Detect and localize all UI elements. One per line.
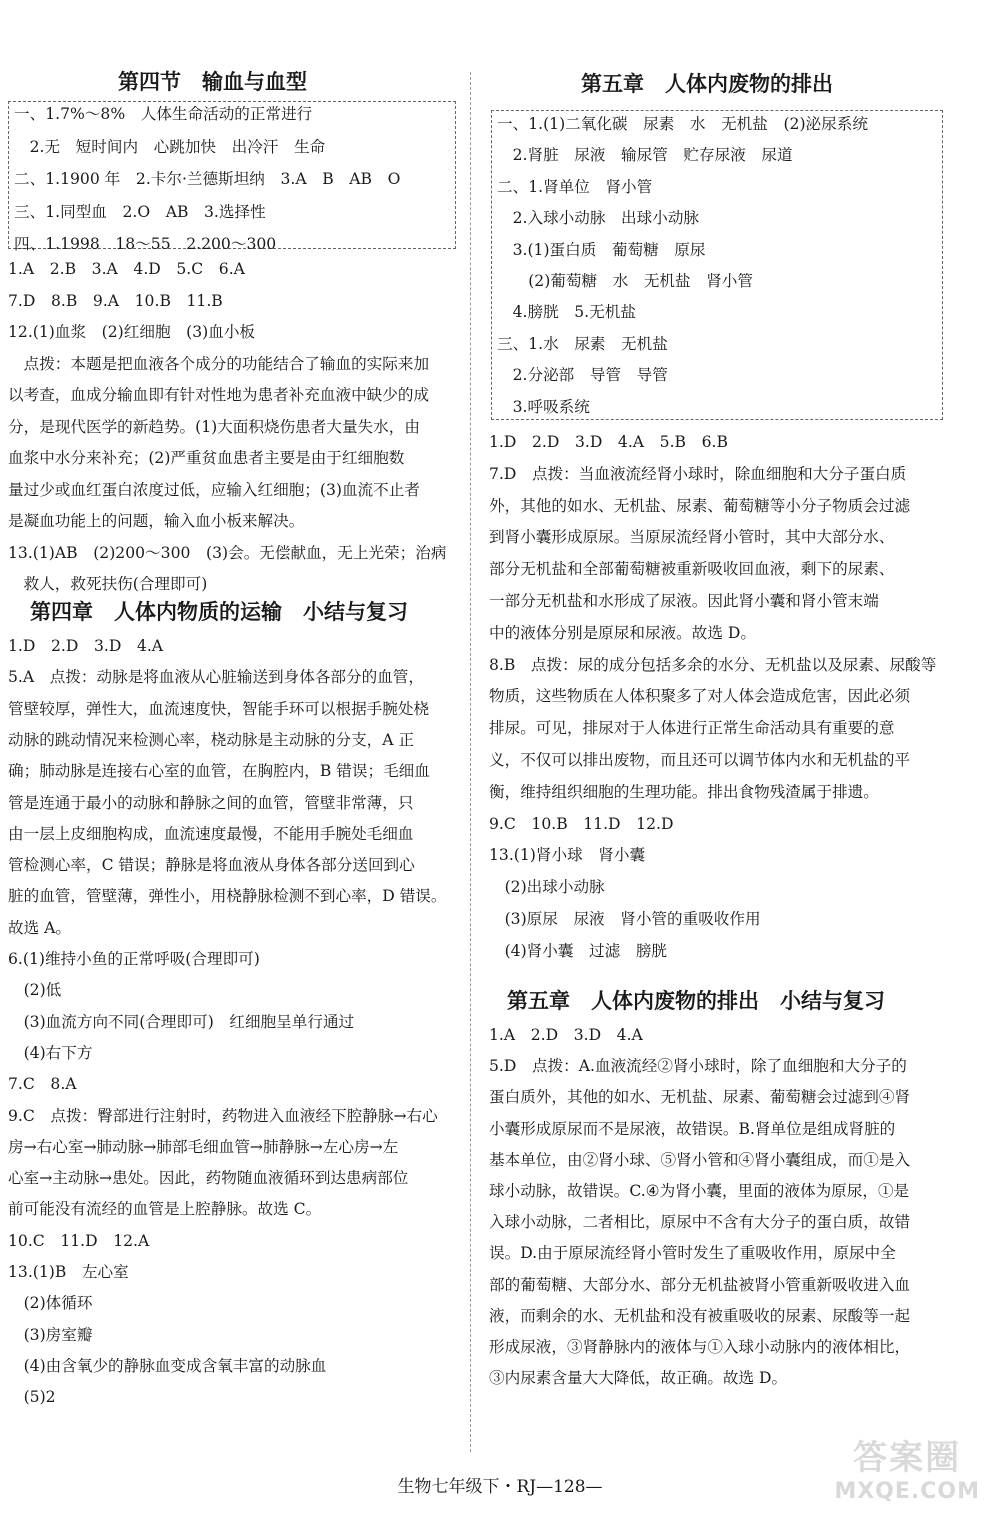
text-line: 管壁较厚，弹性大，血流速度快，智能手环可以根据手腕处桡 [8,699,430,718]
text-line: 一部分无机盐和水形成了尿液。因此肾小囊和肾小管末端 [489,592,879,610]
text-line: 1.D 2.D 3.D 4.A 5.B 6.B [489,433,728,451]
text-line: 蛋白质外，其他的如水、无机盐、尿素、葡萄糖会过滤到④肾 [489,1088,911,1107]
text-line: 部的葡萄糖、大部分水、部分无机盐被肾小管重新吸收进入血 [489,1275,911,1294]
text-line: 球小动脉，故错误。C.④为肾小囊，里面的液体为原尿，①是 [489,1182,910,1200]
text-line: 量过少或血红蛋白浓度过低，应输入红细胞；(3)血流不止者 [8,480,420,499]
text-line: 以考查，血成分输血即有针对性地为患者补充血液中缺少的成 [8,386,430,404]
text-line: 义，不仅可以排出废物，而且还可以调节体内水和无机盐的平 [489,751,911,769]
text-line: 小囊形成原尿而不是尿液，故错误。B.肾单位是组成肾脏的 [489,1119,896,1138]
page-footer: 生物七年级下・RJ—128— [397,1477,603,1497]
text-line: 房→右心室→肺动脉→肺部毛细血管→肺静脉→左心房→左 [8,1137,399,1156]
text-line: (2)葡萄糖 水 无机盐 肾小管 [497,272,753,290]
text-line: 二、1.1900 年 2.卡尔·兰德斯坦纳 3.A B AB O [14,170,401,188]
text-line: 二、1.肾单位 肾小管 [497,177,653,196]
section-title-chapter5: 第五章 人体内废物的排出 [581,72,833,96]
text-line: 10.C 11.D 12.A [8,1231,150,1250]
text-line: 2.肾脏 尿液 输尿管 贮存尿液 尿道 [497,146,793,165]
text-line: 衡，维持组织细胞的生理功能。排出食物残渣属于排遗。 [489,782,879,801]
watermark-text: 答案圈 [853,1438,962,1478]
text-line: 分，是现代医学的新趋势。(1)大面积烧伤患者大量失水，由 [8,417,420,436]
text-line: 1.D 2.D 3.D 4.A [8,637,164,655]
text-line: (5)2 [8,1388,56,1407]
text-line: 形成尿液，③肾静脉内的液体与①入球小动脉内的液体相比， [489,1338,911,1356]
text-line: 物质，这些物质在人体积聚多了对人体会造成危害，因此必须 [489,687,911,706]
text-line: 故选 A。 [8,918,71,937]
text-line: 中的液体分别是原尿和尿液。故选 D。 [489,623,756,642]
text-line: 1.A 2.B 3.A 4.D 5.C 6.A [8,260,245,278]
watermark-url: MXQE.COM [834,1479,980,1504]
text-line: 5.D 点拨：A.血液流经②肾小球时，除了血细胞和大分子的 [489,1057,907,1076]
text-line: 基本单位，由②肾小球、⑤肾小管和④肾小囊组成，而①是入 [489,1150,911,1169]
text-line: 12.(1)血浆 (2)红细胞 (3)血小板 [8,323,256,341]
text-line: 7.D 点拨：当血液流经肾小球时，除血细胞和大分子蛋白质 [489,464,907,483]
text-line: 是凝血功能上的问题，输入血小板来解决。 [8,512,305,530]
column-divider [470,72,471,1452]
text-line: 6.(1)维持小鱼的正常呼吸(合理即可) [8,950,260,968]
text-line: 管是连通于最小的动脉和静脉之间的血管，管壁非常薄，只 [8,793,414,812]
text-line: (3)房室瓣 [8,1325,93,1344]
section-title-chapter5-review: 第五章 人体内废物的排出 小结与复习 [507,989,885,1013]
text-line: 由一层上皮细胞构成，血流速度最慢，不能用手腕处毛细血 [8,824,414,843]
text-line: (3)血流方向不同(合理即可) 红细胞呈单行通过 [8,1012,355,1031]
text-line: 入球小动脉，二者相比，原尿中不含有大分子的蛋白质，故错 [489,1213,911,1232]
section-title-chapter4-review: 第四章 人体内物质的运输 小结与复习 [30,600,408,624]
text-line: 7.C 8.A [8,1075,77,1094]
text-line: 管检测心率，C 错误；静脉是将血液从身体各部分送回到心 [8,856,415,875]
text-line: 部分无机盐和全部葡萄糖被重新吸收回血液，剩下的尿素、 [489,560,895,579]
text-line: 5.A 点拨：动脉是将血液从心脏输送到身体各部分的血管， [8,668,424,687]
text-line: 三、1.水 尿素 无机盐 [497,334,668,353]
text-line: 救人，救死扶伤(合理即可) [8,575,208,593]
text-line: 到肾小囊形成原尿。当原尿流经肾小管时，其中大部分水、 [489,528,895,547]
text-line: 3.(1)蛋白质 葡萄糖 原尿 [497,240,706,259]
text-line: 2.分泌部 导管 导管 [497,366,668,385]
text-line: 4.膀胱 5.无机盐 [497,303,636,322]
text-line: 9.C 点拨：臀部进行注射时，药物进入血液经下腔静脉→右心 [8,1106,438,1125]
text-line: 液，而剩余的水、无机盐和没有被重吸收的尿素、尿酸等一起 [489,1306,911,1325]
text-line: 确；肺动脉是连接右心室的血管，在胸腔内，B 错误；毛细血 [8,762,430,781]
text-line: 13.(1)AB (2)200～300 (3)会。无偿献血，无上光荣；治病 [8,543,447,562]
watermark-logo [834,1430,980,1504]
text-line: 1.A 2.D 3.D 4.A [489,1026,643,1044]
text-line: 7.D 8.B 9.A 10.B 11.B [8,291,223,310]
text-line: 前可能没有流经的血管是上腔静脉。故选 C。 [8,1200,322,1219]
text-line: 三、1.同型血 2.O AB 3.选择性 [14,202,266,221]
text-line: 血浆中水分来补充；(2)严重贫血患者主要是由于红细胞数 [8,449,405,467]
text-line: (2)体循环 [8,1294,93,1313]
text-line: 误。D.由于原尿流经肾小管时发生了重吸收作用，原尿中全 [489,1244,896,1263]
text-line: (3)原尿 尿液 肾小管的重吸收作用 [489,910,761,928]
text-line: (2)低 [8,981,62,1000]
text-line: (4)肾小囊 过滤 膀胱 [489,941,668,960]
text-line: 点拨：本题是把血液各个成分的功能结合了输血的实际来加 [8,354,430,373]
text-line: 动脉的跳动情况来检测心率，桡动脉是主动脉的分支，A 正 [8,730,415,749]
text-line: 一、1.7%～8% 人体生命活动的正常进行 [14,105,313,123]
text-line: 8.B 点拨：尿的成分包括多余的水分、无机盐以及尿素、尿酸等 [489,655,937,674]
text-line: (4)由含氧少的静脉血变成含氧丰富的动脉血 [8,1356,327,1375]
text-line: 2.入球小动脉 出球小动脉 [497,209,700,228]
text-line: 脏的血管，管壁薄，弹性小，用桡静脉检测不到心率，D 错误。 [8,887,447,906]
text-line: ③内尿素含量大大降低，故正确。故选 D。 [489,1369,788,1388]
text-line: 13.(1)B 左心室 [8,1263,129,1281]
text-line: 排尿。可见，排尿对于人体进行正常生命活动具有重要的意 [489,719,895,738]
text-line: (4)右下方 [8,1043,93,1062]
section-title-blood-transfusion: 第四节 输血与血型 [118,70,307,94]
text-line: 外，其他的如水、无机盐、尿素、葡萄糖等小分子物质会过滤 [489,496,911,515]
text-line: 3.呼吸系统 [497,397,590,416]
text-line: 四、1.1998 18～55 2.200～300 [14,235,277,253]
text-line: 一、1.(1)二氧化碳 尿素 水 无机盐 (2)泌尿系统 [497,115,868,133]
text-line: 13.(1)肾小球 肾小囊 [489,846,646,865]
text-line: 9.C 10.B 11.D 12.D [489,814,674,833]
text-line: 2.无 短时间内 心跳加快 出冷汗 生命 [14,137,326,156]
text-line: 心室→主动脉→患处。因此，药物随血液循环到达患病部位 [8,1169,409,1188]
text-line: (2)出球小动脉 [489,878,605,897]
